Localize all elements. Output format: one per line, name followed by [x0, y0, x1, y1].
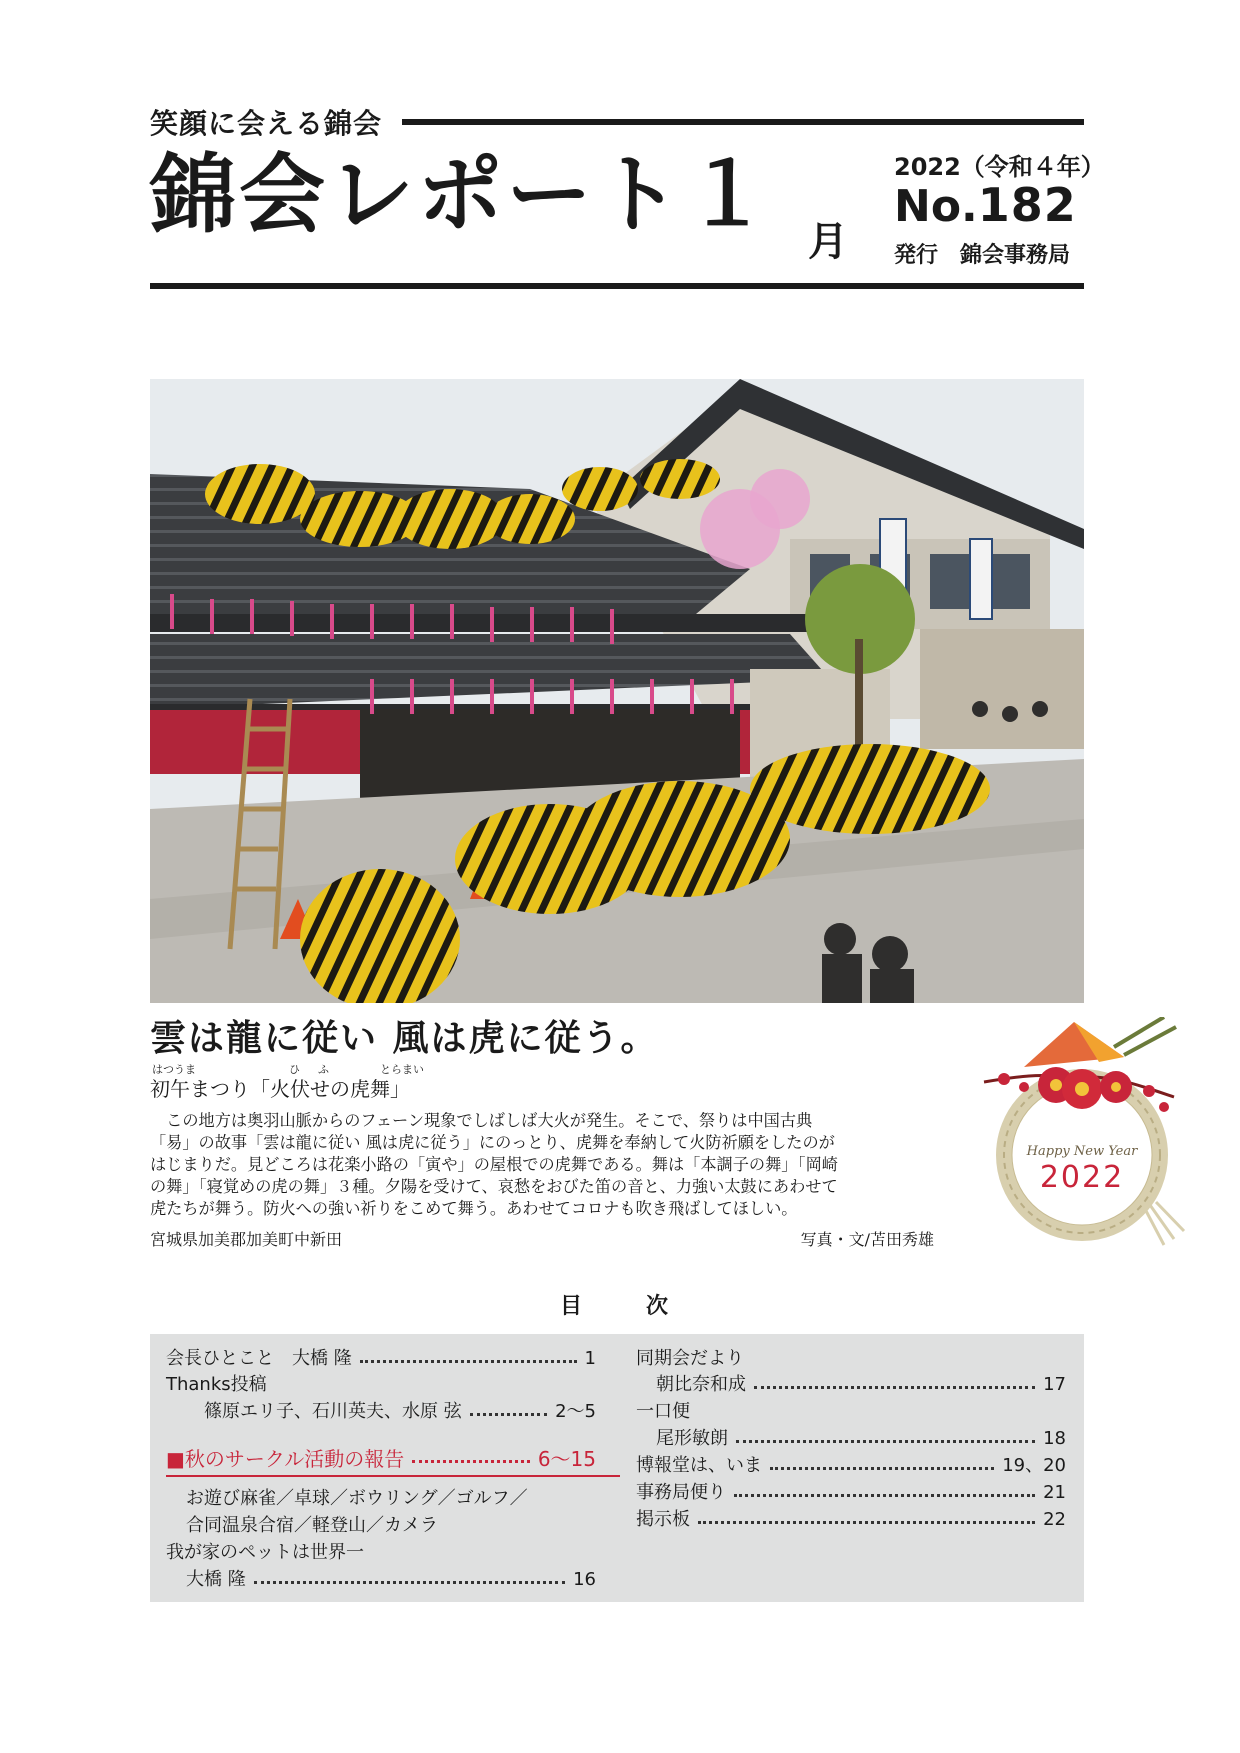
toc-leader — [770, 1467, 994, 1470]
toc-entry-label: 大橋 隆 — [186, 1569, 246, 1590]
wreath-icon — [964, 1017, 1194, 1257]
masthead-tagline: 笑顔に会える錦会 — [150, 107, 383, 140]
masthead-title: 錦会レポート１ — [150, 145, 773, 245]
toc-entry-page: 22 — [1043, 1509, 1066, 1530]
toc-entry-page: 17 — [1043, 1374, 1066, 1395]
feature-credit: 写真・文/苫田秀雄 — [800, 1230, 934, 1249]
toc-entry[interactable]: 同期会だより — [636, 1348, 744, 1369]
wreath-greeting: Happy New Year — [1026, 1144, 1138, 1159]
furigana-toramai: とらまい — [380, 1063, 424, 1076]
issuer: 発行 錦会事務局 — [894, 243, 1071, 268]
toc-entry-label: 事務局便り — [636, 1482, 726, 1503]
wreath-year: 2022 — [1039, 1160, 1125, 1195]
toc-heading-char: 次 — [646, 1294, 671, 1319]
toc-entry[interactable] — [636, 1507, 1066, 1533]
toc-entry-label: 博報堂は、いま — [636, 1455, 762, 1476]
toc-entry-label: ■秋のサークル活動の報告 — [166, 1447, 405, 1471]
toc-highlight-underline — [166, 1475, 620, 1477]
furigana-fu: ふ — [318, 1063, 329, 1076]
toc-heading-char: 目 — [560, 1294, 585, 1319]
toc-entry[interactable]: お遊び麻雀／卓球／ボウリング／ゴルフ／ — [186, 1488, 528, 1509]
toc-entry-page: 18 — [1043, 1428, 1066, 1449]
toc-entry-page: 1 — [584, 1348, 596, 1369]
issue-number-prefix: No. — [894, 181, 978, 232]
toc-entry-page: 19、20 — [1002, 1455, 1066, 1476]
body-line: 「易」の故事「雲は龍に従い 風は虎に従う」にのっとり、虎舞を奉納して火防祈願をしたのが — [150, 1133, 835, 1152]
feature-body — [150, 1110, 940, 1220]
toc-leader — [736, 1440, 1035, 1443]
toc-entry-page: 21 — [1043, 1482, 1066, 1503]
toc-entry[interactable] — [186, 1567, 596, 1593]
body-line: 虎たちが舞う。防火への強い祈りをこめて舞う。あわせてコロナも吹き飛ばしてほしい。 — [150, 1199, 798, 1218]
toc-entry[interactable] — [656, 1372, 1066, 1398]
toc-entry-label: 尾形敏朗 — [656, 1428, 728, 1449]
toc-entry[interactable]: Thanks投稿 — [166, 1374, 267, 1395]
toc-entry-highlight[interactable] — [166, 1446, 596, 1472]
toc-leader — [698, 1521, 1035, 1524]
furigana-hatsuuma: はつうま — [152, 1063, 196, 1076]
masthead-month: 月 — [808, 219, 848, 265]
toc-entry[interactable] — [204, 1399, 596, 1425]
toc-leader — [734, 1494, 1035, 1497]
cover-photo — [150, 379, 1084, 1003]
toc-entry-page: 6～15 — [537, 1447, 596, 1471]
issue-number-value: 182 — [977, 178, 1077, 232]
toc-entry[interactable] — [166, 1346, 596, 1372]
tiger-dance-photo — [150, 379, 1084, 1003]
feature-location: 宮城県加美郡加美町中新田 — [150, 1230, 343, 1249]
toc-entry[interactable]: 合同温泉合宿／軽登山／カメラ — [186, 1515, 438, 1536]
body-line: はじまりだ。見どころは花楽小路の「寅や」の屋根での虎舞である。舞は「本調子の舞」「岡崎 — [150, 1155, 838, 1174]
toc-entry-label: 会長ひとこと 大橋 隆 — [166, 1348, 352, 1369]
toc-entry[interactable]: 一口便 — [636, 1401, 690, 1422]
toc-entry[interactable] — [656, 1426, 1066, 1452]
toc-leader — [754, 1386, 1035, 1389]
header-rule-top — [402, 119, 1084, 125]
toc-entry-label: 掲示板 — [636, 1509, 690, 1530]
toc-leader — [360, 1360, 577, 1363]
header-rule-bottom — [150, 283, 1084, 289]
toc-leader — [254, 1581, 565, 1584]
issue-year: 2022（令和４年） — [894, 153, 1105, 181]
issue-number — [894, 180, 1077, 231]
toc-entry[interactable]: 我が家のペットは世界一 — [166, 1542, 364, 1563]
toc-entry-page: 16 — [573, 1569, 596, 1590]
feature-subtitle: 初午まつり「火伏せの虎舞」 — [150, 1077, 410, 1101]
furigana-hi: ひ — [289, 1063, 300, 1076]
new-year-wreath-illustration — [964, 1017, 1194, 1257]
feature-headline: 雲は龍に従い 風は虎に従う。 — [150, 1017, 659, 1059]
toc-leader — [470, 1413, 547, 1416]
toc-heading — [560, 1289, 670, 1320]
toc-entry-page: 2～5 — [555, 1401, 596, 1422]
body-line: この地方は奥羽山脈からのフェーン現象でしばしば大火が発生。そこで、祭りは中国古典 — [150, 1111, 813, 1130]
toc-entry-label: 篠原エリ子、石川英夫、水原 弦 — [204, 1401, 462, 1422]
toc-entry[interactable] — [636, 1480, 1066, 1506]
toc-entry[interactable] — [636, 1453, 1066, 1479]
toc-leader — [412, 1460, 530, 1463]
body-line: の舞」「寝覚めの虎の舞」３種。夕陽を受けて、哀愁をおびた笛の音と、力強い太鼓にあわせて — [150, 1177, 838, 1196]
toc-entry-label: 朝比奈和成 — [656, 1374, 746, 1395]
